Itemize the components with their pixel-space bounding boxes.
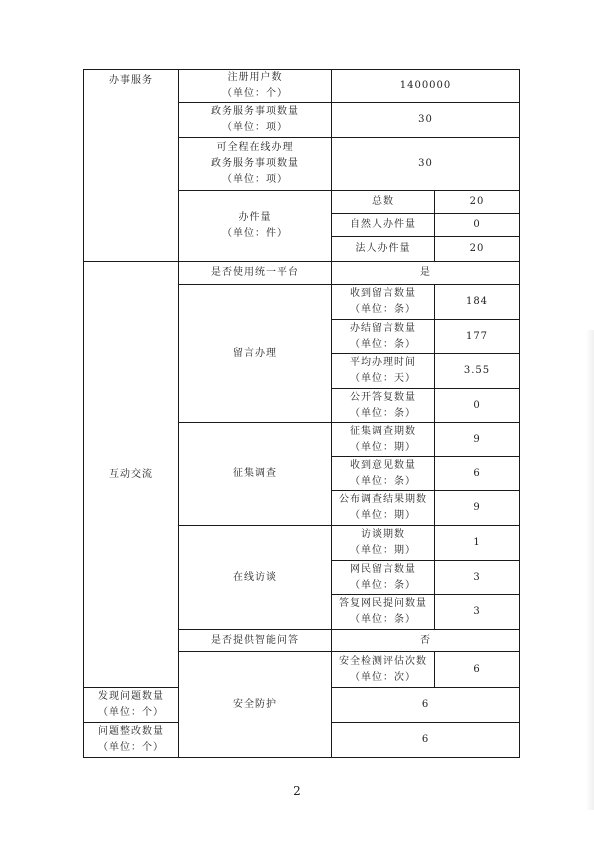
sub-label-survey-results: 公布调查结果期数 （单位：期）	[332, 491, 435, 526]
row-label-security-checks: 安全检测评估次数 （单位：次）	[332, 652, 435, 688]
value-issues-fixed: 6	[332, 723, 520, 758]
row-label-issues-found: 发现问题数量 （单位：个）	[84, 688, 179, 723]
value-service-items: 30	[332, 103, 520, 138]
value-interview-messages: 3	[435, 561, 520, 595]
value-unified-platform: 是	[332, 262, 520, 285]
statistics-table	[83, 69, 520, 758]
value-survey-periods: 9	[435, 423, 520, 457]
row-label-smart-qa: 是否提供智能问答	[179, 630, 332, 652]
sub-label-interview-messages: 网民留言数量 （单位：条）	[332, 561, 435, 595]
value-messages-completed: 177	[435, 320, 520, 354]
value-cases-person: 0	[435, 214, 520, 237]
value-interview-periods: 1	[435, 526, 520, 561]
sub-label-cases-legal: 法人办件量	[332, 237, 435, 262]
group-label-surveys: 征集调查	[179, 423, 332, 526]
sub-label-messages-avg-time: 平均办理时间 （单位：天）	[332, 354, 435, 389]
value-online-items: 30	[332, 138, 520, 191]
category-service: 办事服务	[84, 70, 179, 262]
sub-label-messages-public-replies: 公开答复数量 （单位：条）	[332, 389, 435, 423]
category-security: 安全防护	[179, 652, 332, 758]
value-registered-users: 1400000	[332, 70, 520, 103]
value-messages-avg-time: 3.55	[435, 354, 520, 389]
sub-label-survey-opinions: 收到意见数量 （单位：条）	[332, 457, 435, 491]
sub-label-messages-completed: 办结留言数量 （单位：条）	[332, 320, 435, 354]
sub-label-cases-total: 总数	[332, 191, 435, 214]
group-label-messages: 留言办理	[179, 285, 332, 423]
row-label-registered-users: 注册用户数 （单位：个）	[179, 70, 332, 103]
row-label-unified-platform: 是否使用统一平台	[179, 262, 332, 285]
value-interview-replies: 3	[435, 595, 520, 630]
value-cases-legal: 20	[435, 237, 520, 262]
row-label-online-items: 可全程在线办理 政务服务事项数量 （单位：项）	[179, 138, 332, 191]
row-label-cases: 办件量 （单位：件）	[179, 191, 332, 262]
category-interaction: 互动交流	[84, 262, 179, 688]
value-cases-total: 20	[435, 191, 520, 214]
sub-label-messages-received: 收到留言数量 （单位：条）	[332, 285, 435, 320]
sub-label-survey-periods: 征集调查期数 （单位：期）	[332, 423, 435, 457]
sub-label-interview-replies: 答复网民提问数量 （单位：条）	[332, 595, 435, 630]
page-edge-shadow	[586, 330, 594, 810]
sub-label-cases-person: 自然人办件量	[332, 214, 435, 237]
value-survey-results: 9	[435, 491, 520, 526]
value-survey-opinions: 6	[435, 457, 520, 491]
value-messages-public-replies: 0	[435, 389, 520, 423]
group-label-interviews: 在线访谈	[179, 526, 332, 630]
page-number: 2	[293, 784, 301, 798]
sub-label-interview-periods: 访谈期数 （单位：期）	[332, 526, 435, 561]
row-label-issues-fixed: 问题整改数量 （单位：个）	[84, 723, 179, 758]
value-messages-received: 184	[435, 285, 520, 320]
value-issues-found: 6	[332, 688, 520, 723]
row-label-service-items: 政务服务事项数量 （单位：项）	[179, 103, 332, 138]
value-smart-qa: 否	[332, 630, 520, 652]
value-security-checks: 6	[435, 652, 520, 688]
